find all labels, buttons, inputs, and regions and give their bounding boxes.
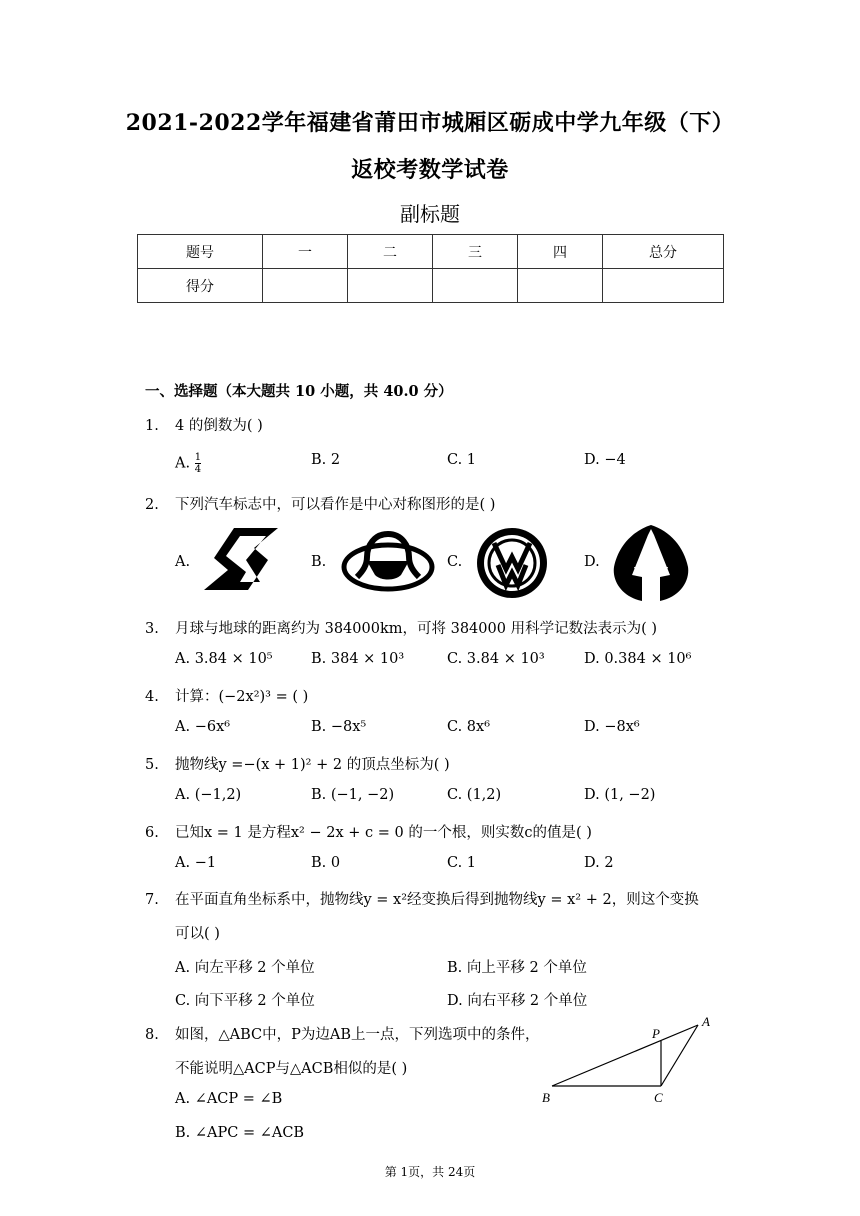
question-number: 6. [145, 825, 159, 841]
option: D. −4 [584, 452, 626, 468]
faw-logo-image [341, 531, 435, 593]
question-text: 已知x = 1 是方程x² − 2x + c = 0 的一个根，则实数c的值是( ) [175, 825, 592, 841]
side-ba [552, 1025, 698, 1086]
score-table [137, 234, 724, 303]
title-line-1: 2021-2022学年福建省莆田市城厢区砺成中学九年级（下） [125, 110, 735, 136]
option: D. [584, 554, 600, 570]
question-3 [145, 617, 657, 638]
label-c: C [654, 1090, 663, 1105]
option: A. (−1,2) [175, 787, 242, 803]
option: C. 1 [447, 855, 477, 871]
fraction-numerator: 1 [194, 452, 202, 463]
option: B. 2 [311, 452, 341, 468]
triangle-figure [538, 1012, 728, 1108]
table-cell: 得分 [138, 269, 263, 303]
label-b: B [542, 1090, 550, 1105]
option: B. [311, 554, 327, 570]
option: C. 1 [447, 452, 477, 468]
question-text: 4 的倒数为( ) [175, 418, 263, 434]
table-cell [433, 269, 518, 303]
section-heading: 一、选择题（本大题共 10 小题，共 40.0 分） [145, 383, 453, 400]
question-4 [145, 685, 308, 706]
table-cell [263, 269, 348, 303]
option: D. 0.384 × 10⁶ [584, 651, 692, 667]
question-text: 下列汽车标志中，可以看作是中心对称图形的是( ) [175, 497, 496, 513]
option: D. 2 [584, 855, 614, 871]
chery-logo-image [612, 523, 690, 603]
table-cell: 一 [263, 235, 348, 269]
title-line-2: 返校考数学试卷 [351, 157, 509, 183]
question-number: 7. [145, 892, 159, 908]
table-cell: 二 [348, 235, 433, 269]
table-cell [348, 269, 433, 303]
question-text-continued: 不能说明△ACP与△ACB相似的是( ) [175, 1061, 408, 1077]
option: A. ∠ACP = ∠B [175, 1091, 283, 1107]
option: B. 0 [311, 855, 341, 871]
question-number: 2. [145, 497, 159, 513]
score-table-score-row [138, 269, 724, 303]
option: A. [175, 554, 191, 570]
fraction-denominator: 4 [194, 464, 202, 475]
question-text: 月球与地球的距离约为 384000km，可将 384000 用科学记数法表示为( ) [175, 621, 657, 637]
page-footer: 第 1页，共 24页 [384, 1165, 476, 1179]
option: A. −1 [175, 855, 217, 871]
option: C. 3.84 × 10³ [447, 651, 545, 667]
question-number: 4. [145, 689, 159, 705]
question-number: 1. [145, 418, 159, 434]
question-text: 抛物线y =−(x + 1)² + 2 的顶点坐标为( ) [175, 757, 450, 773]
question-number: 5. [145, 757, 159, 773]
label-p: P [652, 1026, 660, 1041]
option: D. 向右平移 2 个单位 [447, 993, 588, 1009]
option: B. 向上平移 2 个单位 [447, 960, 587, 976]
volkswagen-logo-image [474, 525, 550, 601]
question-8 [145, 1023, 540, 1044]
option: D. −8x⁶ [584, 719, 640, 735]
option: C. 向下平移 2 个单位 [175, 993, 315, 1009]
side-ca [661, 1025, 698, 1086]
fraction [195, 452, 201, 475]
option: A. $\frac{1}{4}$ [175, 452, 202, 475]
question-text: 在平面直角坐标系中，抛物线y = x²经变换后得到抛物线y = x² + 2，则这个变换 [175, 892, 699, 908]
question-text: 如图，△ABC中，P为边AB上一点，下列选项中的条件， [175, 1027, 540, 1043]
table-cell: 题号 [138, 235, 263, 269]
question-1 [145, 414, 263, 435]
table-cell [603, 269, 724, 303]
option: B. (−1, −2) [311, 787, 395, 803]
option: C. [447, 554, 463, 570]
question-2 [145, 493, 495, 514]
suzuki-logo-image [202, 526, 280, 592]
option: A. 3.84 × 10⁵ [175, 651, 273, 667]
table-cell [518, 269, 603, 303]
label-a: A [702, 1014, 710, 1029]
question-7 [145, 888, 699, 909]
option: B. −8x⁵ [311, 719, 367, 735]
option: C. (1,2) [447, 787, 502, 803]
option: A. 向左平移 2 个单位 [175, 960, 315, 976]
table-cell: 总分 [603, 235, 724, 269]
table-cell: 四 [518, 235, 603, 269]
question-text: 计算：(−2x²)³ = ( ) [175, 689, 309, 705]
option: C. 8x⁶ [447, 719, 491, 735]
score-table-header-row [138, 235, 724, 269]
question-number: 3. [145, 621, 159, 637]
question-6 [145, 821, 592, 842]
option: A. −6x⁶ [175, 719, 231, 735]
question-number: 8. [145, 1027, 159, 1043]
table-cell: 三 [433, 235, 518, 269]
question-text-continued: 可以( ) [175, 926, 220, 942]
option: B. ∠APC = ∠ACB [175, 1125, 305, 1141]
subtitle: 副标题 [400, 202, 460, 226]
question-5 [145, 753, 450, 774]
option: B. 384 × 10³ [311, 651, 405, 667]
option: D. (1, −2) [584, 787, 656, 803]
